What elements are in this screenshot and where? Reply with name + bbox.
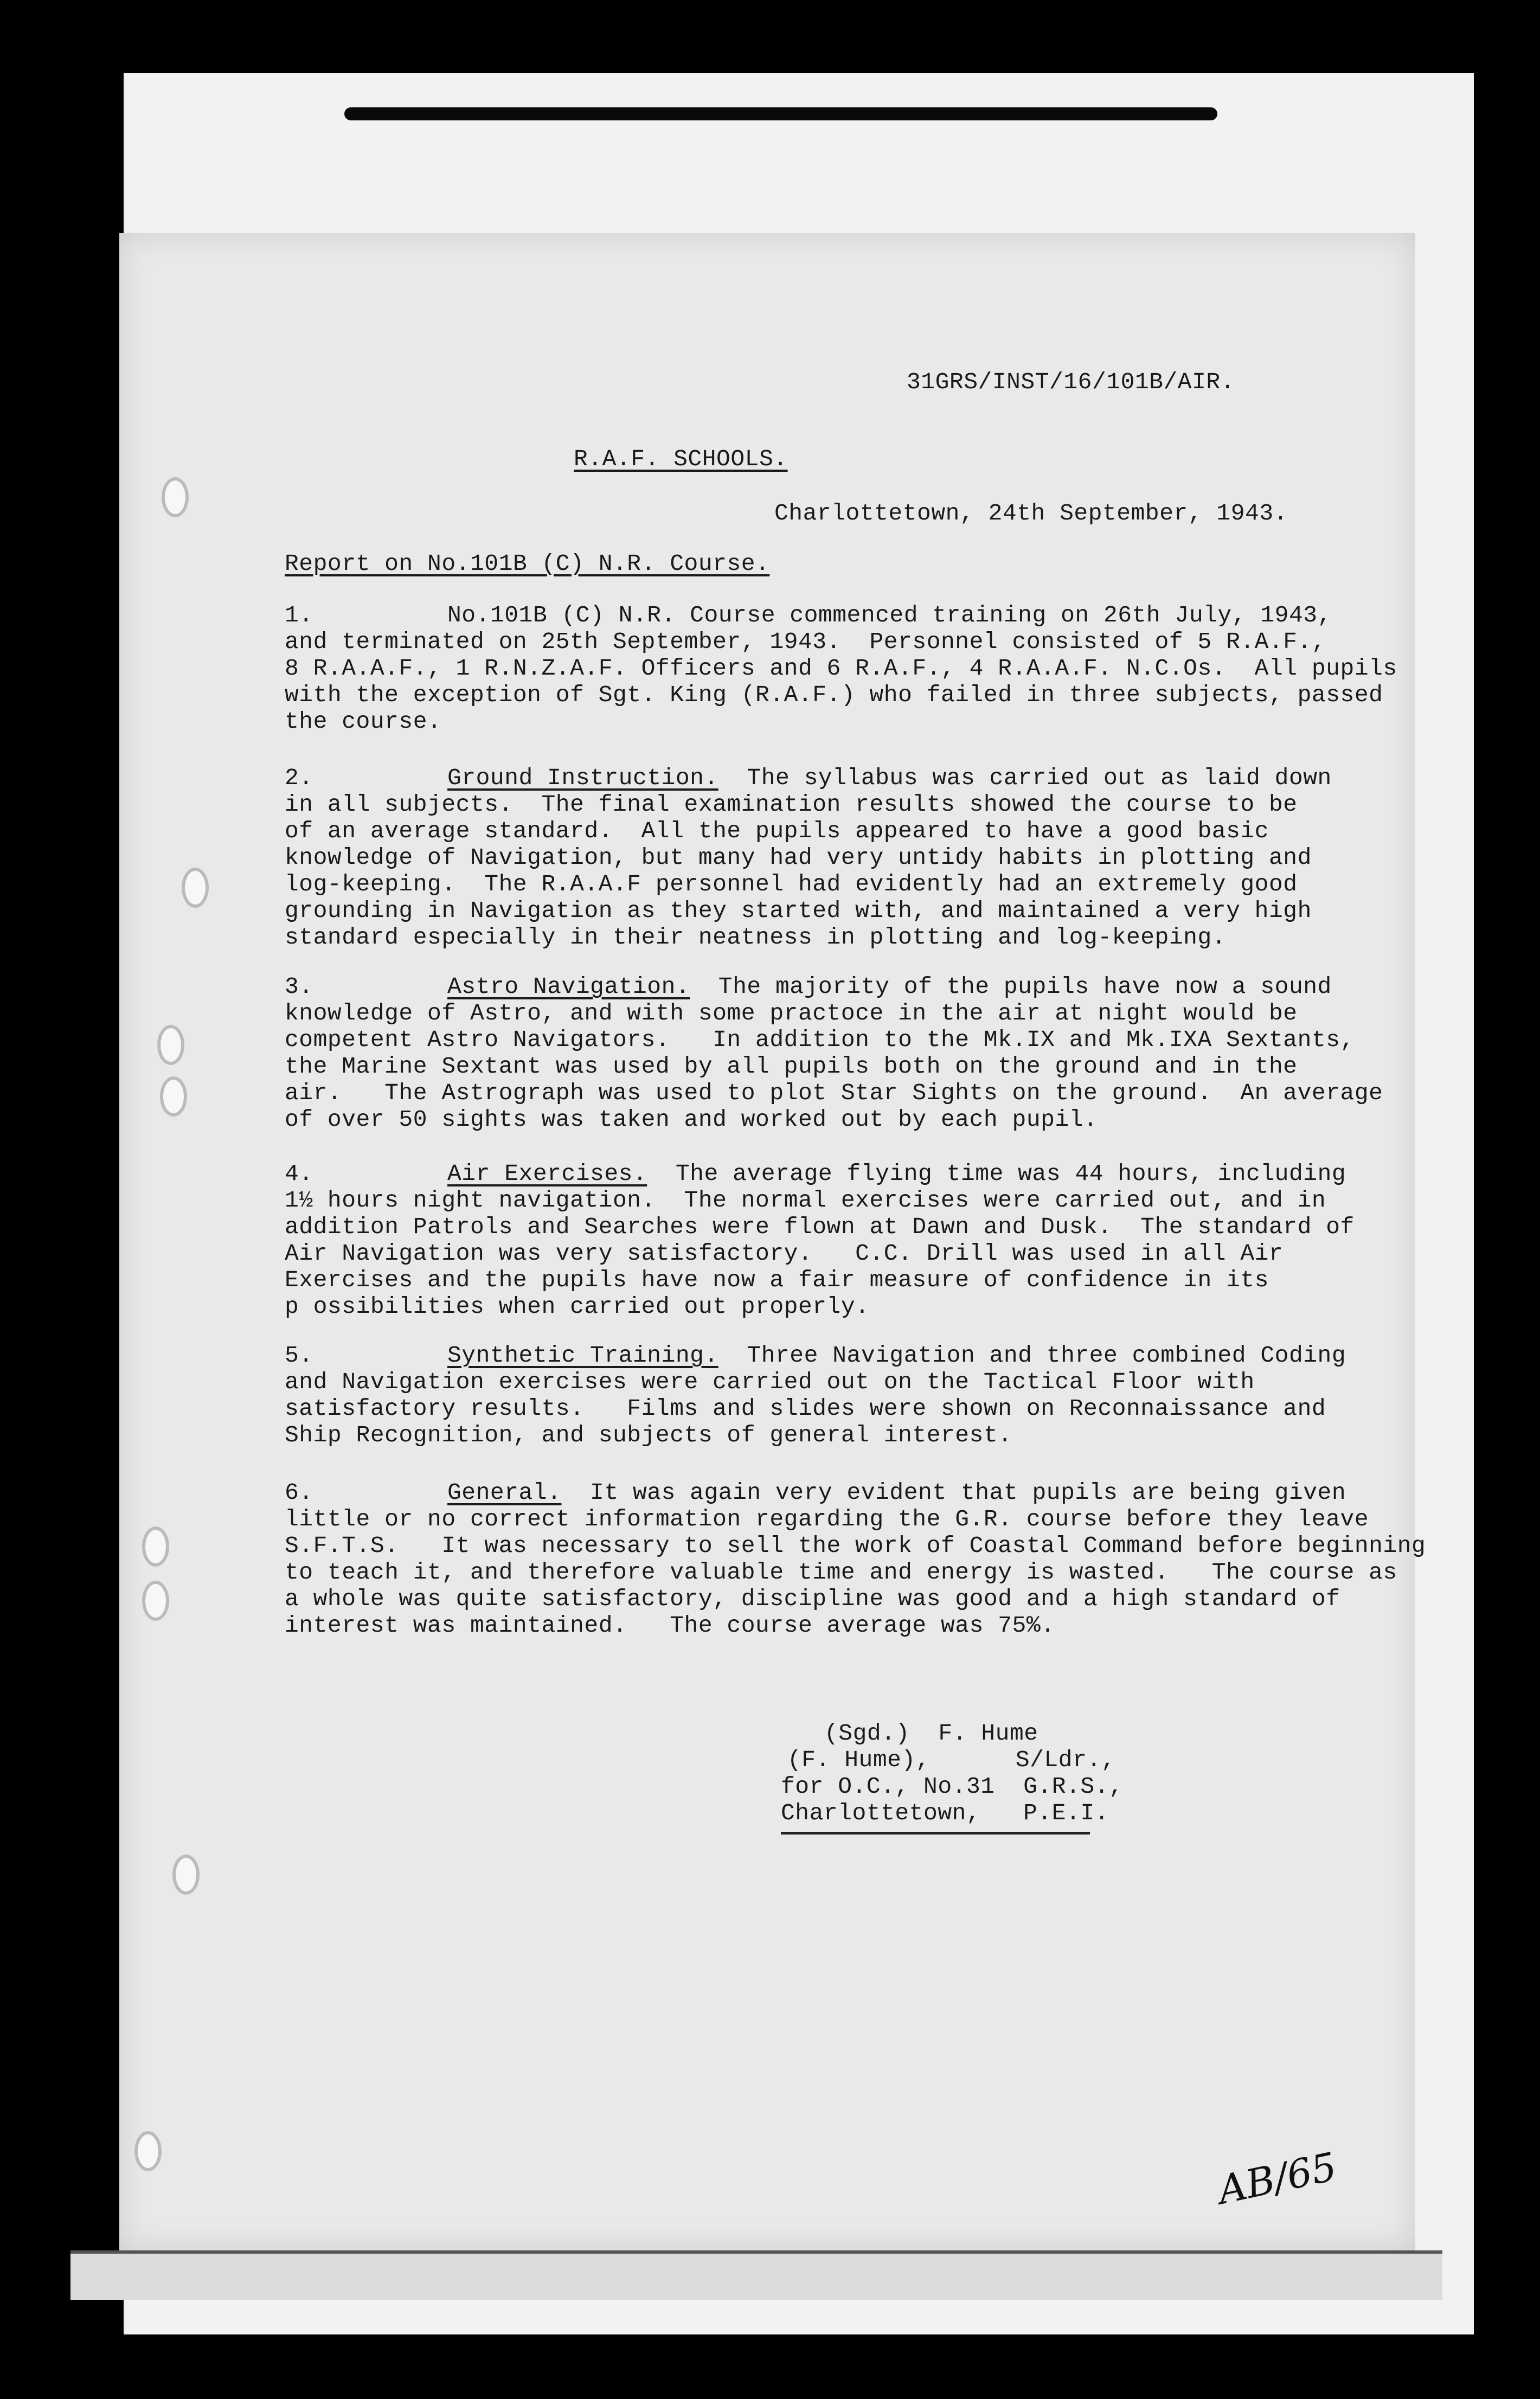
paragraph-number: 4. — [285, 1160, 313, 1187]
paragraph-line — [285, 1000, 1342, 1027]
paragraph-text: The majority of the pupils have now a sound — [718, 973, 1332, 1000]
paragraph-text: Three Navigation and three combined Coding — [747, 1342, 1346, 1369]
paragraph-line — [285, 924, 1342, 951]
paragraph-5 — [285, 1342, 1346, 1448]
paragraph-line — [285, 682, 1383, 708]
paragraph-line — [285, 844, 1342, 871]
paragraph-line — [285, 1479, 1346, 1506]
paragraph-6 — [285, 1479, 1426, 1639]
paragraph-line — [285, 1612, 1342, 1639]
paragraph-line — [285, 1187, 1342, 1214]
paragraph-line — [285, 1532, 1426, 1559]
paragraph-text: grounding in Navigation as they started with, and maintained a very high — [285, 897, 1312, 924]
punch-hole — [182, 868, 209, 908]
paragraph-text: in all subjects. The final examination results showed the course to be — [285, 791, 1298, 818]
paragraph-text: competent Astro Navigators. In addition to the Mk.IX and Mk.IXA Sextants, — [285, 1027, 1355, 1053]
paragraph-line — [285, 628, 1342, 655]
signature-line-4: Charlottetown, P.E.I. — [781, 1800, 1109, 1826]
handwritten-initials: AB/65 — [1214, 2143, 1341, 2214]
punch-hole — [162, 477, 189, 517]
paragraph-line — [285, 1342, 1346, 1369]
paragraph-text: Air Navigation was very satisfactory. C.C. Drill was used in all Air — [285, 1240, 1284, 1267]
signature-line-1: (Sgd.) F. Hume — [824, 1720, 1038, 1747]
paragraph-text: The average flying time was 44 hours, including — [675, 1160, 1346, 1187]
paragraph-text: addition Patrols and Searches were flown at Dawn and Dusk. The standard of — [285, 1214, 1355, 1240]
paragraph-text: air. The Astrograph was used to plot Star Sights on the ground. An average — [285, 1080, 1383, 1106]
paragraph-line — [285, 1586, 1342, 1612]
paragraph-line — [285, 973, 1342, 1000]
paragraph-text: little or no correct information regarding the G.R. course before they leave — [285, 1506, 1369, 1532]
place-and-date: Charlottetown, 24th September, 1943. — [774, 500, 1288, 527]
signature-line-3: for O.C., No.31 G.R.S., — [781, 1773, 1124, 1800]
paragraph-line — [285, 708, 1342, 735]
file-reference: 31GRS/INST/16/101B/AIR. — [907, 369, 1235, 395]
paragraph-title: Air Exercises. — [447, 1160, 647, 1187]
punch-hole — [142, 1581, 169, 1621]
paragraph-line — [285, 791, 1342, 818]
report-subject: Report on No.101B (C) N.R. Course. — [285, 550, 770, 577]
paragraph-text: to teach it, and therefore valuable time and energy is wasted. The course as — [285, 1559, 1397, 1586]
paragraph-text: of over 50 sights was taken and worked out by each pupil. — [285, 1106, 1098, 1133]
paragraph-text: S.F.T.S. It was necessary to sell the work of Coastal Command before beginning — [285, 1532, 1426, 1559]
paragraph-text: The syllabus was carried out as laid down — [747, 765, 1332, 791]
paragraph-4 — [285, 1160, 1355, 1320]
paragraph-line — [285, 1559, 1397, 1586]
paragraph-text: standard especially in their neatness in plotting and log-keeping. — [285, 924, 1227, 951]
paragraph-line — [285, 1106, 1342, 1133]
paragraph-line — [285, 1506, 1369, 1532]
paragraph-number: 1. — [285, 602, 313, 628]
paragraph-line — [285, 765, 1342, 791]
paragraph-number: 6. — [285, 1479, 313, 1506]
paragraph-text: 8 R.A.A.F., 1 R.N.Z.A.F. Officers and 6 R.A.F., 4 R.A.A.F. N.C.Os. All pupils — [285, 655, 1397, 682]
paragraph-title: Ground Instruction. — [447, 765, 718, 791]
paragraph-text: and Navigation exercises were carried out on the Tactical Floor with — [285, 1369, 1255, 1395]
paragraph-text: 1½ hours night navigation. The normal exercises were carried out, and in — [285, 1187, 1326, 1214]
paragraph-line — [285, 1395, 1342, 1422]
redaction-bar — [344, 107, 1217, 120]
paragraph-line — [285, 1422, 1342, 1448]
punch-hole — [172, 1855, 200, 1895]
paragraph-text: Ship Recognition, and subjects of general interest. — [285, 1422, 1012, 1448]
paragraph-line — [285, 1214, 1355, 1240]
punch-hole — [160, 1076, 187, 1117]
paragraph-line — [285, 1053, 1342, 1080]
paragraph-line — [285, 1160, 1346, 1187]
paragraph-text: p ossibilities when carried out properly. — [285, 1293, 870, 1320]
paragraph-line — [285, 818, 1342, 844]
paragraph-text: of an average standard. All the pupils appeared to have a good basic — [285, 818, 1269, 844]
paragraph-number: 3. — [285, 973, 313, 1000]
paragraph-text: knowledge of Navigation, but many had very untidy habits in plotting and — [285, 844, 1312, 871]
paragraph-1 — [285, 602, 1397, 735]
paragraph-text: No.101B (C) N.R. Course commenced training on 26th July, 1943, — [447, 602, 1332, 628]
punch-hole — [134, 2131, 162, 2171]
paragraph-text: satisfactory results. Films and slides were shown on Reconnaissance and — [285, 1395, 1326, 1422]
paragraph-text: log-keeping. The R.A.A.F personnel had evidently had an extremely good — [285, 871, 1298, 897]
paragraph-text: Exercises and the pupils have now a fair measure of confidence in its — [285, 1267, 1269, 1293]
paragraph-text: and terminated on 25th September, 1943. Personnel consisted of 5 R.A.F., — [285, 628, 1326, 655]
paragraph-text: It was again very evident that pupils are being given — [590, 1479, 1346, 1506]
paragraph-3 — [285, 973, 1383, 1133]
paragraph-title: Astro Navigation. — [447, 973, 690, 1000]
punch-hole — [157, 1025, 184, 1065]
paragraph-line — [285, 871, 1342, 897]
paragraph-line — [285, 1293, 1342, 1320]
paragraph-line — [285, 1369, 1342, 1395]
paragraph-number: 5. — [285, 1342, 313, 1369]
paragraph-text: interest was maintained. The course average was 75%. — [285, 1612, 1055, 1639]
paragraph-text: a whole was quite satisfactory, discipline was good and a high standard of — [285, 1586, 1340, 1612]
paragraph-2 — [285, 765, 1342, 951]
paragraph-title: Synthetic Training. — [447, 1342, 718, 1369]
paragraph-number: 2. — [285, 765, 313, 791]
paragraph-title: General. — [447, 1479, 562, 1506]
punch-hole — [142, 1526, 169, 1567]
paragraph-line — [285, 1080, 1383, 1106]
paragraph-line — [285, 655, 1397, 682]
document-heading: R.A.F. SCHOOLS. — [574, 446, 788, 472]
paragraph-line — [285, 602, 1342, 628]
paragraph-text: the course. — [285, 708, 442, 735]
paragraph-text: with the exception of Sgt. King (R.A.F.) who failed in three subjects, passed — [285, 682, 1383, 708]
paragraph-text: the Marine Sextant was used by all pupils both on the ground and in the — [285, 1053, 1298, 1080]
signature-line-2: (F. Hume), S/Ldr., — [787, 1747, 1115, 1773]
page-bottom-edge — [70, 2250, 1442, 2300]
signature-underline — [781, 1832, 1090, 1834]
paragraph-line — [285, 897, 1342, 924]
paragraph-line — [285, 1027, 1355, 1053]
paragraph-line — [285, 1240, 1342, 1267]
paragraph-line — [285, 1267, 1342, 1293]
paragraph-text: knowledge of Astro, and with some practoce in the air at night would be — [285, 1000, 1298, 1027]
